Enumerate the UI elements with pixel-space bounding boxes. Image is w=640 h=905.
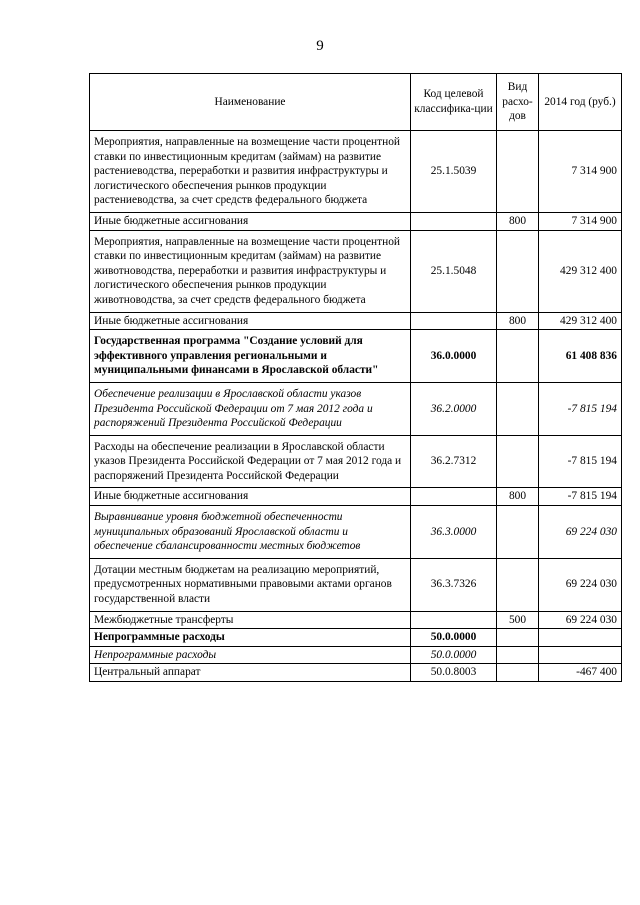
row-code: 50.0.0000 [411,646,497,664]
table-row [90,506,622,559]
row-code [411,611,497,629]
row-name: Непрограммные расходы [90,629,411,647]
row-name: Обеспечение реализации в Ярославской области указов Президента Российской Федерации от 7 мая 2012 года и распоряжений Президента Российской Федерации [90,382,411,435]
row-code: 36.2.7312 [411,435,497,488]
table-row [90,312,622,330]
row-code: 36.3.7326 [411,558,497,611]
row-amount: -467 400 [539,664,622,682]
row-name: Государственная программа "Создание условий для эффективного управления региональными и муниципальными финансами в Ярославской области" [90,330,411,383]
row-name: Мероприятия, направленные на возмещение части процентной ставки по инвестиционным кредитам (займам) на развитие растениеводства, переработки и развития инфраструктуры и логистического обеспечения рынков продукции растениеводства, за счет средств федерального бюджета [90,131,411,213]
row-amount: 69 224 030 [539,506,622,559]
row-amount: 429 312 400 [539,230,622,312]
row-code [411,488,497,506]
table-row [90,611,622,629]
table-row [90,664,622,682]
row-type [497,330,539,383]
table-row [90,558,622,611]
row-code: 25.1.5048 [411,230,497,312]
row-name: Расходы на обеспечение реализации в Ярославской области указов Президента Российской Федерации от 7 мая 2012 года и распоряжений Президента Российской Федерации [90,435,411,488]
row-amount: 61 408 836 [539,330,622,383]
row-code: 36.0.0000 [411,330,497,383]
row-code: 36.2.0000 [411,382,497,435]
table-row [90,488,622,506]
row-name: Непрограммные расходы [90,646,411,664]
header-name: Наименование [90,74,411,131]
table-row [90,230,622,312]
row-type [497,646,539,664]
table-row [90,212,622,230]
row-code: 50.0.8003 [411,664,497,682]
row-code: 25.1.5039 [411,131,497,213]
row-name: Иные бюджетные ассигнования [90,212,411,230]
row-amount: 69 224 030 [539,558,622,611]
row-type [497,131,539,213]
row-type [497,506,539,559]
row-type [497,664,539,682]
row-amount: 7 314 900 [539,131,622,213]
row-type: 800 [497,488,539,506]
row-name: Мероприятия, направленные на возмещение части процентной ставки по инвестиционным кредитам (займам) на развитие животноводства, переработки и развития инфраструктуры и логистического обеспечения рынков продукции животноводства, за счет средств федерального бюджета [90,230,411,312]
row-amount: 7 314 900 [539,212,622,230]
row-name: Межбюджетные трансферты [90,611,411,629]
header-code: Код целевой классифика-ции [411,74,497,131]
row-type [497,230,539,312]
row-name: Иные бюджетные ассигнования [90,312,411,330]
table-row [90,435,622,488]
row-type: 500 [497,611,539,629]
header-type: Вид расхо-дов [497,74,539,131]
row-name: Выравнивание уровня бюджетной обеспеченности муниципальных образований Ярославской области и обеспечение сбалансированности местных бюджетов [90,506,411,559]
row-type [497,435,539,488]
table-row [90,131,622,213]
budget-table [89,73,622,682]
page-number: 9 [316,38,324,54]
header-amount: 2014 год (руб.) [539,74,622,131]
table-row [90,382,622,435]
row-code [411,212,497,230]
row-type: 800 [497,212,539,230]
row-code [411,312,497,330]
table-row [90,629,622,647]
row-name: Центральный аппарат [90,664,411,682]
row-amount [539,646,622,664]
row-amount: 69 224 030 [539,611,622,629]
row-amount: -7 815 194 [539,382,622,435]
row-amount: 429 312 400 [539,312,622,330]
row-type [497,558,539,611]
row-type: 800 [497,312,539,330]
row-name: Иные бюджетные ассигнования [90,488,411,506]
row-amount: -7 815 194 [539,435,622,488]
row-type [497,382,539,435]
row-code: 36.3.0000 [411,506,497,559]
row-code: 50.0.0000 [411,629,497,647]
row-amount: -7 815 194 [539,488,622,506]
row-amount [539,629,622,647]
row-type [497,629,539,647]
row-name: Дотации местным бюджетам на реализацию мероприятий, предусмотренных нормативными правовыми актами органов государственной власти [90,558,411,611]
table-row [90,646,622,664]
table-header-row [90,74,622,131]
table-row [90,330,622,383]
